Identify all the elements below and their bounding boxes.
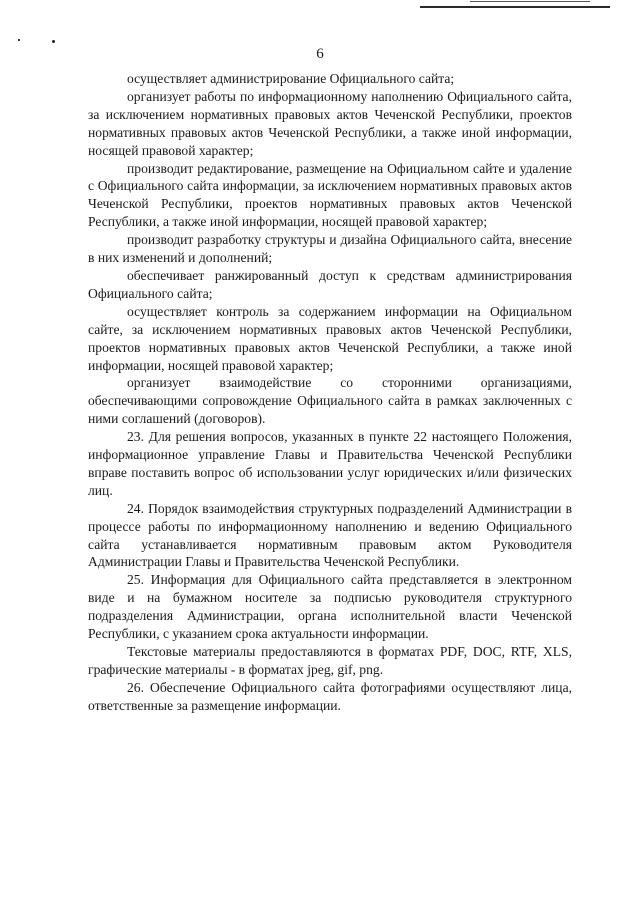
- paragraph: обеспечивает ранжированный доступ к средствам администрирования Официального сайта;: [88, 267, 572, 301]
- paragraph-item-23: 23. Для решения вопросов, указанных в пункте 22 настоящего Положения, информационное управление Главы и Правительства Чеченской Республики вправе поставить вопрос об использовании услуг юридических и/или физических лиц.: [88, 429, 572, 498]
- scan-artifact-dot: [18, 39, 20, 41]
- page-number: 6: [316, 46, 324, 62]
- paragraph: осуществляет контроль за содержанием информации на Официальном сайте, за исключением нормативных правовых актов Чеченской Республики, проектов нормативных правовых актов Чеченской Республики, а также иной информации, носящей правовой характер;: [88, 303, 572, 373]
- paragraph: Текстовые материалы предоставляются в форматах PDF, DOC, RTF, XLS, графические материалы - в форматах jpeg, gif, png.: [88, 644, 572, 677]
- paragraph: производит разработку структуры и дизайна Официального сайта, внесение в них изменений и дополнений;: [88, 232, 572, 266]
- paragraph-item-26: 26. Обеспечение Официального сайта фотографиями осуществляют лица, ответственные за размещение информации.: [88, 679, 572, 713]
- paragraph: организует взаимодействие со сторонними организациями, обеспечивающими сопровождение Официального сайта в рамках заключенных с ними соглашений (договоров).: [88, 375, 572, 427]
- paragraph-item-24: 24. Порядок взаимодействия структурных подразделений Администрации в процессе работы по информационному наполнению и ведению Официального сайта устанавливается нормативным правовым актом Руководителя Администрации Главы и Правительства Чеченской Республики.: [88, 500, 572, 570]
- paragraph: производит редактирование, размещение на Официальном сайте и удаление с Официального сайта информации, за исключением нормативных правовых актов Чеченской Республики, проектов нормативных правовых актов Чеченской Республики, а также иной информации, носящей правовой характер;: [88, 160, 572, 230]
- scan-artifact-line: [470, 1, 590, 2]
- document-body: [88, 70, 572, 715]
- paragraph: осуществляет администрирование Официального сайта;: [127, 71, 455, 86]
- paragraph-item-25: 25. Информация для Официального сайта представляется в электронном виде и на бумажном носителе за подписью руководителя структурного подразделения Администрации, органа исполнительной власти Чеченской Республики, с указанием срока актуальности информации.: [88, 572, 572, 642]
- scan-artifact-dot: [52, 40, 55, 43]
- scan-artifact-line: [420, 6, 610, 8]
- paragraph: организует работы по информационному наполнению Официального сайта, за исключением нормативных правовых актов Чеченской Республики, проектов нормативных правовых актов Чеченской Республики, а также иной информации, носящей правовой характер;: [88, 88, 572, 158]
